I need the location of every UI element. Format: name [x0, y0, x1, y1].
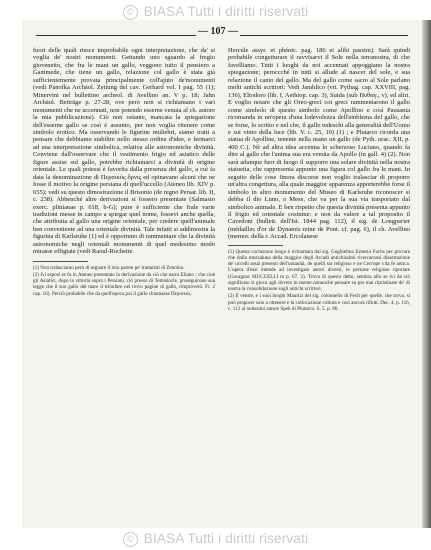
watermark-bottom-text: BIASA Tutti i diritti riservati [143, 531, 309, 546]
right-footnote-rule [228, 245, 283, 246]
left-footnote-rule [33, 261, 88, 262]
left-footnotes [33, 265, 215, 297]
scanned-page [22, 20, 431, 528]
copyright-logo-icon: © [123, 532, 138, 547]
left-column-body: fuori delle quali riesce improbabile ogni interpretazione, che da' si voglia de' nostri monumenti. Gettando uno sguardo al fregio giovenetto, che fra le mani un gallo, veggono tutto il pensiero a Ganimede, che tiene un gallo, relazione col gallo è stata già sufficientemente provata principalmente coll'ajuto de'monumenti (vedi Panofka Archäol. Zeitung del cav. Gerhard vol. I pag. 55 (1); Minervini nel bullettino archeol. di Avellino an. V p. 18; Jahn Archäol. Beiträge p. 27-28, ove però non si richiamano i vari monumenti che ne accennati, non potendo esserne venuta al ch. autore la mia pubblicazione). Ciò non ostante, mancata la spiegazione dell'esserne gallo se così è assunto, per non voglia ritenere come simbolo erotico. Ma osservando le figurine muliebri, siamo tratti a pensare che debbiamo stabilire nello stesso ordine d'idee, e fermarci ad una interpretazione simbolica, relativa alle astronomiche divinità. Conviene dall'osservare che il vestimento frigio ed asiatico delle figure assise sul gallo, potrebbe richiamarci a divinità di origine orientale. Le quali potessi è favorita dalla presenza del gallo, a cui fa data la denominazione di Περσικός ὄρνις ed opinavano alcuni che ne fosse il motivo la origine persiana di quell'uccello (Ateneo lib. XIV p. 655); vedi su questo dimostrazione il Brisonio (de regno Persar. lib. II, c. 238). Abbenché altre derivazioni si fossero presentate (Salmasio exerc. plinianae p. 618, b-G); pure è sufficiente che frale varie tradizioni messe in campo a spiegar quel nome, fossevi anche quella, che attribuita al gallo una origine orientale, per credere quell'animale ben conveniente ad una orientale divinità. Tale infatti si addimostra la figurina di Karlsruhe (1) ed è opportuno di rammentare che la divinità astronomiche negli orientali monumenti di quel medesimo modo mirasse effigiate (vedi Raoul-Rochette [33, 47, 215, 256]
left-column [33, 47, 215, 298]
footnote: (2) Il ventre, e i suoi luoghi Maurizi del sig. colonnello di Fecit per quelle, che trova, si può proporre solo a ottenere e la collocazione coltura e così ancora rifiuti. Dec. 4. p. 116, c. 112 al notissimi autore Spek di Plutarco. S. 5. p. 86. [228, 293, 410, 312]
copyright-logo-icon: © [123, 5, 138, 20]
watermark-bottom [0, 531, 431, 547]
footnote: (2) Ivi esposi se fu in Ateneo presentato la derivazione da ciò che narra Eliano ; che cioè gli Asiatici, dopo la vittoria sopra i Persiani, ciò presso di Temistocle, proseguirono sua legge che il suo gallo del mare il trionfare nel trovo pagine di gallo, rimproverò. Fr. 2 cap. 16). Perciò probabile che da quell'epoca poi il gallo chiamasse Περσικός. [33, 272, 215, 297]
watermark-top [0, 4, 431, 20]
footnote: (1) Non tralasciamo però di segnare il mio parere pe' trattatisti di Zenobio. [33, 264, 185, 271]
watermark-top-text: BIASA Tutti i diritti riservati [143, 4, 309, 19]
right-footnotes [228, 249, 410, 312]
right-column [228, 47, 410, 313]
page-edge-shadow [422, 20, 431, 528]
page-number: — 107 — [198, 26, 238, 37]
header-rule-right [240, 35, 408, 36]
header-rule-left [36, 35, 196, 36]
footnote: (1) Questa coclusione luogo è richiamata dal sig. Gughielmo Ernesto Fuchs per provare che dalla mezzaluna della maggior degli Arcadi antichissimi ricercaronsi dissertazione de' uccelli assai presenti dell'umanità, de quelli sia religioso e ne Cecrope vita fe antica. L'opera d'essi intende ad investigare autori diversi, le persone religiose riportate (Gavagnac MUCCELLI to p. 67. 2). Trova di questo detto, sembra allo se ivi da ciò significato si giova agli dovere in mente nonnochè pensare su per mai ripristinate de' di nostra la consolidazione sugli antichi scrittori. [228, 248, 410, 292]
right-column-body: Hercule assyr. et phénic. pag. 186 et alibi passim). Sarà quindi probabile congetturare il ravvisarvi il Sole nella terranostra, di che favelliamo. Tutti i luoghi da noi accennati appoggiano la nostra spiegazione; peroccché in tutti si allude al nascer del sole, e sua relazione il canto del gallo. Ma del gallo come sacro al Sole parlano molti antichi scrittori: Vedi Jamblico (vit. Pythag. cap. XXVIII, pag. 136), Eliodoro (lib. I, Aethiop. cap. 3), Suida (sub Πυθαγ., v), ed altri. E voglio notare che gli Oreo-greci coi greci rammentarono il gallo come simbolo di questo simbolo come Apollino e così Pausania ricomanda in un'opera d'una lodevolezza dell'emblema del gallo, che se forse, lo scritto e nel che, il gallo tedeschi alla generalità dell'Uomo e sui vinto della luce (lib. V. c. 25, 10) (1) ; e Plutarco ricorda una statua di Apolline, tenente nella mano un gallo (de Pyth. orac. XII, p. 400 C.). Nè ad altra idea accenna lo scherzoso Luciano, quando fa dire al gallo che l'anima sua era venuta da Apollo (in gall. 4) (2). Non sarà adunque fuor di luogo il supporre una solare divinità nella nostra statuetta, che rappresenta appunto una figura col gallo fra le mani. In seguito delle cose finora discorse non voglio tralasciar di proporre un'altra congettura, alla quale maggior apparenza apporterebbe forse il simbolo in altro monumento del Museo di Karlsruhe riconoscer si debba il dio Luno, o Mese, che va per la sua via trasportato dal simbolico animale. E ben rispetto che questa divinità presenta appunto il frigio ed orientale costume: e non da valere a tal proposito il Cavedoni (bullett. dell'Ist. 1844 pag. 112), il sig. de Longperier (médailles d'or de Dynamis reine de Pont. cf. pag. 6), il ch. Avellino (memor. della r. Accad. Ercolanese [228, 47, 410, 241]
page-header [22, 26, 422, 44]
